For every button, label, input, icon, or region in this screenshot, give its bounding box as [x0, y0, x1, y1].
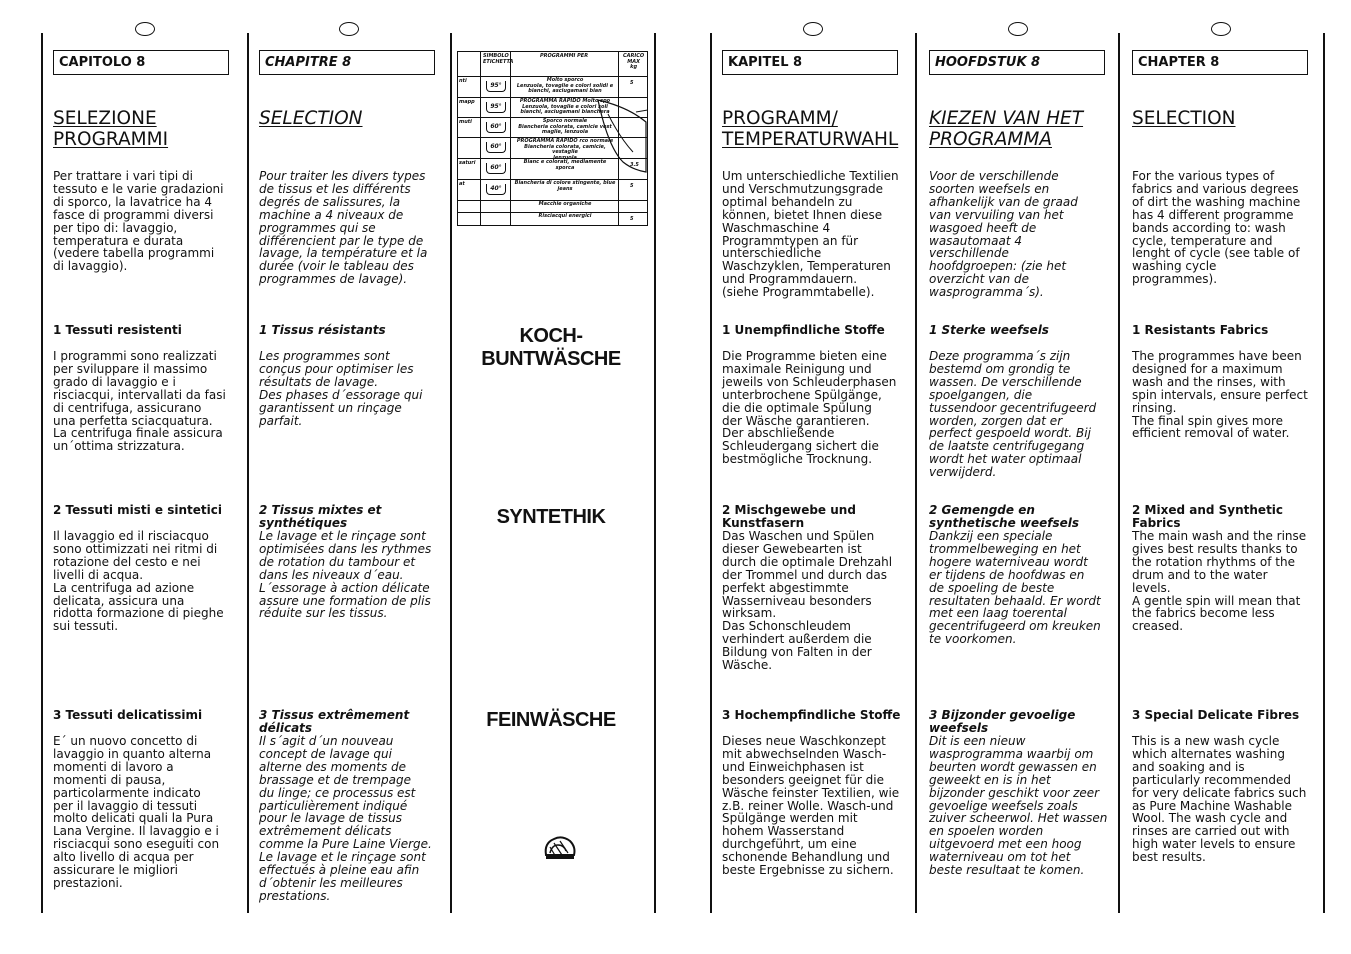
paragraph-2: Das Waschen und Spülen dieser Gewebearten ist durch die optimale Drehzahl der Trommel und durch das perfekt abgestimmte Wasserniveau besonders wirksam. Das Schonschleudem verhindert außerdem die Bildung von Falten in der Wäsche. [722, 529, 893, 673]
section-title: PROGRAMM/ TEMPERATURWAHL [722, 108, 899, 150]
column-english [1132, 50, 1310, 865]
table-cell-desc: Macchie organiche [538, 201, 592, 207]
table-cell-left: muti [459, 119, 472, 125]
rule [247, 33, 249, 913]
heading-2: 2 Tissus mixtes et synthétiques [259, 503, 382, 530]
paragraph-3: Dit is een nieuw wasprogramma waarbij om beurten wordt gewassen en geweekt en is in het bijzonder geschikt voor zeer gevoelige weefsels zoals zuiver scheerwol. Het wassen en spoelen worden uitgevoerd met een hoog waterniveau om tot het beste resultaat te komen. [929, 734, 1108, 878]
table-cell-left: nti [459, 78, 467, 84]
heading-3: 3 Tessuti delicatissimi [53, 708, 203, 722]
table-cell-load: 5 [630, 216, 634, 222]
heading-2: 2 Mischgewebe und Kunstfasern [722, 503, 856, 530]
table-cell-load: 5 [630, 80, 634, 86]
language-marker [1008, 22, 1028, 36]
rule [41, 33, 43, 913]
column-french [259, 50, 437, 903]
intro-text: Per trattare i vari tipi di tessuto e le varie gradazioni di sporco, la lavatrice ha 4 fasce di programmi diversi per tipo di: lavaggio, temperatura e durata (vedere tabella programmi di lavaggio). [53, 169, 224, 274]
language-marker [135, 22, 155, 36]
wash-tub-icon: 95° [486, 81, 506, 92]
wash-tub-icon: 40° [486, 184, 506, 195]
chapter-label: CHAPITRE 8 [259, 50, 435, 75]
wash-tub-icon: 95° [486, 102, 506, 113]
table-cell-desc: Risciacqui energici [538, 213, 592, 219]
intro-text: Um unterschiedliche Textilien und Verschmutzungsgrade optimal behandeln zu können, bietet Ihnen diese Waschmaschine 4 Programmtypen an für unterschiedliche Waschzyklen, Temperaturen und Programmdauern. (siehe Programmtabelle). [722, 169, 899, 300]
column-german [722, 50, 901, 878]
heading-3: 3 Tissus extrêmement délicats [259, 708, 410, 735]
table-pointer-hand [458, 52, 648, 226]
heading-1: 1 Sterke weefsels [929, 323, 1049, 337]
rule [710, 33, 712, 913]
table-cell-desc: Biancheria di colore stingente, blue jeans [514, 180, 616, 192]
chapter-label: HOOFDSTUK 8 [929, 50, 1105, 75]
heading-1: 1 Resistants Fabrics [1132, 323, 1269, 337]
paragraph-3: Dieses neue Waschkonzept mit abwechselnden Wasch- und Einweichphasen ist besonders geeignet für die Wäsche feinster Textilien, wie z.B. reiner Wolle. Wasch-und Spülgänge werden mit hohem Wasserstand durchgeführt, um eine schonende Behandlung und beste Ergebnisse zu sichern. [722, 734, 900, 878]
column-dutch [929, 50, 1108, 878]
table-header-symbol: SIMBOLO ETICHETTA [483, 53, 514, 65]
table-cell-desc: Molto sporco Lenzuola, tovaglie e colori solidi e bianchi, asciugamani bian [516, 77, 614, 94]
paragraph-3: E´ un nuovo concetto di lavaggio in quanto alterna momenti di lavoro a momenti di pausa, particolarmente indicato per il lavaggio di tessuti molto delicati quali la Pura Lana Vergine. Il lavaggio e i risciacqui sono eseguiti con alto livello di acqua per assicurare le migliori prestazioni. [53, 734, 220, 890]
paragraph-1: Les programmes sont conçus pour optimiser les résultats de lavage. Des phases d´essorage qui garantissent un rinçage parfait. [259, 349, 423, 428]
heading-1: 1 Tessuti resistenti [53, 323, 182, 337]
paragraph-3: Il s´agit d´un nouveau concept de lavage qui alterne des moments de brassage et de trempage du linge; ce processus est particulièrement indiqué pour le lavage de tissus extrêmement délicats comme la Pure Laine Vierge. Le lavage et le rinçage sont effectués à pleine eau afin d´obtenir les meilleures prestations. [259, 734, 432, 903]
language-marker [803, 22, 823, 36]
language-marker [1211, 22, 1231, 36]
chapter-label: CHAPTER 8 [1132, 50, 1308, 75]
rule [915, 33, 917, 913]
rule [450, 33, 452, 913]
table-cell-desc: Bianc e colorati, mediamente sporca [523, 159, 607, 171]
heading-3: 3 Bijzonder gevoelige weefsels [929, 708, 1076, 735]
section-title: KIEZEN VAN HET PROGRAMMA [929, 108, 1084, 150]
chapter-label: CAPITOLO 8 [53, 50, 229, 75]
paragraph-2: Le lavage et le rinçage sont optimisées dans les rythmes de rotation du tambour et dans les niveaux d´eau. L´essorage à action délicate assure une formation de plis réduite sur les tissus. [259, 529, 432, 621]
program-table [457, 51, 648, 226]
heading-1: 1 Unempfindliche Stoffe [722, 323, 885, 337]
wash-tub-icon: 60° [486, 122, 506, 133]
table-cell-load: 3.5 [630, 162, 639, 168]
intro-text: Pour traiter les divers types de tissus et les différents degrés de salissures, la machine a 4 niveaux de programmes qui se différencient par le type de lavage, la température et la durée (voir le tableau des programmes de lavage). [259, 169, 428, 287]
paragraph-1: Deze programma´s zijn bestemd om grondig te wassen. De verschillende spoelgangen, die tussendoor gecentrifugeerd worden, zorgen dat er perfect gespoeld wordt. Bij de laatste centrifugegang wordt het water optimaal verwijderd. [929, 349, 1097, 480]
section-title: SELECTION [1132, 108, 1236, 129]
band-label-2: SYNTETHIK [496, 506, 606, 528]
table-header-load: CARICO MAX kg [623, 53, 645, 70]
intro-text: Voor de verschillende soorten weefsels en afhankelijk van de graad van vervuiling van het wasgoed heeft de wasautomaat 4 verschillende hoofdgroepen: (zie het overzicht van de wasprogramma´s). [929, 169, 1078, 300]
rule [654, 33, 656, 913]
heading-2: 2 Gemengde en synthetische weefsels [929, 503, 1080, 530]
wash-tub-icon: 60° [486, 163, 506, 174]
column-italian [53, 50, 231, 890]
paragraph-2: Il lavaggio ed il risciacquo sono ottimizzati nei ritmi di rotazione del cesto e nei livelli di acqua. La centrifuga ad azione delicata, assicura una ridotta formazione di pieghe sui tessuti. [53, 529, 224, 634]
table-cell-desc: PROGRAMMA RAPIDO rco normale Biancheria colorata, camicie, vestaglie lenzuola [516, 138, 614, 161]
paragraph-2: The main wash and the rinse gives best results thanks to the rotation rhythms of the drum and to the water levels. A gentle spin will mean that the fabrics become less creased. [1132, 529, 1307, 634]
table-cell-load: 5 [630, 183, 634, 189]
section-title: SELEZIONE PROGRAMMI [53, 108, 169, 150]
rule [1323, 33, 1325, 913]
section-title: SELECTION [259, 108, 363, 129]
paragraph-1: I programmi sono realizzati per sviluppare il massimo grado di lavaggio e i risciacqui, intervallati da fasi di centrifuga, assicurano una perfetta sciacquatura. La centrifuga finale assicura un´ottima strizzatura. [53, 349, 226, 454]
wash-tub-icon: 60° [486, 142, 506, 153]
table-header-programs: PROGRAMMI PER [540, 53, 589, 59]
heading-3: 3 Hochempfindliche Stoffe [722, 708, 901, 722]
rule [1118, 33, 1120, 913]
table-cell-left: saturi [459, 160, 476, 166]
chapter-label: KAPITEL 8 [722, 50, 898, 75]
band-label-3: FEINWÄSCHE [486, 709, 616, 731]
paragraph-1: Die Programme bieten eine maximale Reinigung und jeweils von Schleuderphasen unterbrochene Spülgänge, die die optimale Spülung der Wäsche garantieren. Der abschließende Schleudergang sichert die bestmögliche Trocknung. [722, 349, 897, 467]
heading-2: 2 Mixed and Synthetic Fabrics [1132, 503, 1284, 530]
table-cell-left: mapp [459, 99, 475, 105]
heading-1: 1 Tissus résistants [259, 323, 386, 337]
table-cell-desc: PROGRAMMA RAPIDO Molto spo Lenzuola, tovaglie e colori soli bianchi, asciugamani bianchera [519, 98, 611, 115]
language-marker [339, 22, 359, 36]
table-cell-left: at [459, 181, 465, 187]
band-label-1: KOCH-BUNTWÄSCHE [481, 325, 621, 370]
wool-symbol-icon [542, 833, 578, 863]
paragraph-2: Dankzij een speciale trommelbeweging en het hogere waterniveau wordt er tijdens de hoofdwas en de spoeling de beste resultaten behaald. Er wordt met een laag toerental gecentrifugeerd om kreuken te voorkomen. [929, 529, 1101, 647]
table-cell-desc: Sporco normale Biancheria colorata, camicie vest maglie, lenzuola [518, 118, 612, 135]
paragraph-1: The programmes have been designed for a maximum wash and the rinses, with spin intervals, ensure perfect rinsing. The final spin gives more efficient removal of water. [1132, 349, 1308, 441]
heading-2: 2 Tessuti misti e sintetici [53, 503, 222, 517]
paragraph-3: This is a new wash cycle which alternates washing and soaking and is particularly recommended for very delicate fabrics such as Pure Machine Washable Wool. The wash cycle and rinses are carried out with high water levels to ensure best results. [1132, 734, 1307, 865]
heading-3: 3 Special Delicate Fibres [1132, 708, 1300, 722]
intro-text: For the various types of fabrics and various degrees of dirt the washing machine has 4 different programme bands according to: wash cycle, temperature and lenght of cycle (see table of washing cycle programmes). [1132, 169, 1301, 287]
